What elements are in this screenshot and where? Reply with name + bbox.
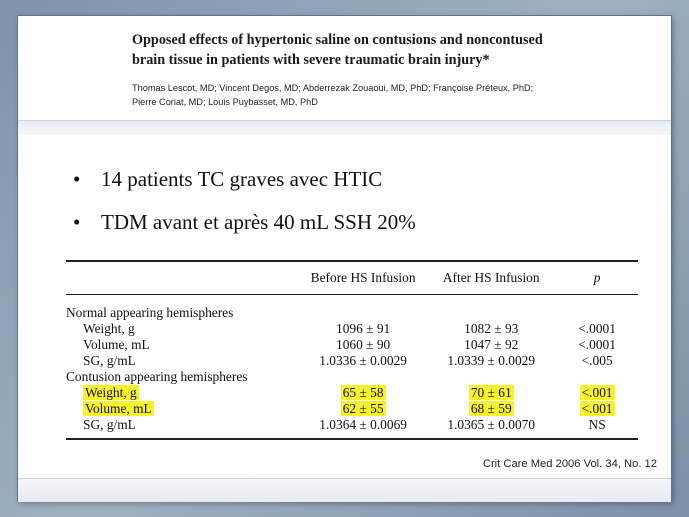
- table-row: [66, 295, 638, 322]
- authors-line-2: Pierre Coriat, MD; Louis Puybasset, MD, PhD: [132, 96, 318, 107]
- row-after: 68 ± 59: [470, 401, 512, 416]
- row-before: [300, 369, 426, 385]
- row-label: SG, g/mL: [66, 417, 300, 439]
- table-row: [66, 369, 638, 385]
- row-after: 70 ± 61: [470, 385, 512, 400]
- row-before: 1.0364 ± 0.0069: [300, 417, 426, 439]
- row-before: 1096 ± 91: [336, 321, 391, 336]
- bullet-item: [73, 207, 416, 250]
- journal-citation: Crit Care Med 2006 Vol. 34, No. 12: [482, 458, 657, 470]
- header-after: After HS Infusion: [426, 261, 556, 295]
- table-row-highlighted: [66, 385, 638, 401]
- bullet-symbol: •: [73, 210, 81, 234]
- bullet-symbol: •: [73, 167, 81, 191]
- row-p: [556, 369, 638, 385]
- row-p: <.001: [581, 401, 613, 416]
- row-p: NS: [556, 417, 638, 439]
- row-label: Volume, mL: [83, 337, 150, 352]
- row-label: Weight, g: [85, 385, 137, 400]
- row-label: Volume, mL: [85, 401, 152, 416]
- row-before: [300, 295, 426, 322]
- header-label: [66, 261, 300, 295]
- row-before: 65 ± 58: [342, 385, 384, 400]
- bullet-item: [73, 164, 416, 207]
- paper-authors: [132, 82, 632, 109]
- row-before: 62 ± 55: [342, 401, 384, 416]
- row-p: <.001: [581, 385, 613, 400]
- row-after: [426, 295, 556, 322]
- table-row-highlighted: [66, 401, 638, 417]
- bullet-list: [73, 164, 416, 250]
- paper-title-line-1: Opposed effects of hypertonic saline on contusions and noncontused: [132, 32, 543, 48]
- row-after: 1.0365 ± 0.0070: [426, 417, 556, 439]
- table-row: [66, 353, 638, 369]
- row-after: 1047 ± 92: [464, 337, 519, 352]
- paper-title: [132, 30, 582, 70]
- header-divider: [18, 120, 671, 135]
- row-label: Normal appearing hemispheres: [66, 305, 234, 320]
- row-before: 1060 ± 90: [336, 337, 391, 352]
- row-p: <.0001: [578, 337, 616, 352]
- row-p: [556, 295, 638, 322]
- paper-title-line-2: brain tissue in patients with severe traumatic brain injury*: [132, 52, 490, 68]
- paper-header: [18, 16, 671, 119]
- row-after: [426, 369, 556, 385]
- slide: [18, 16, 671, 501]
- row-after: 1082 ± 93: [464, 321, 519, 336]
- table-row: [66, 417, 638, 439]
- authors-line-1: Thomas Lescot, MD; Vincent Degos, MD; Abderrezak Zouaoui, MD, PhD; Françoise Préteux, PhD;: [132, 83, 534, 93]
- row-label: Contusion appearing hemispheres: [66, 369, 248, 384]
- footer-band: [18, 478, 671, 502]
- bullet-text: TDM avant et après 40 mL SSH 20%: [101, 210, 416, 234]
- row-after: 1.0339 ± 0.0029: [447, 353, 536, 368]
- table-row: [66, 337, 638, 353]
- row-before: 1.0336 ± 0.0029: [319, 353, 407, 368]
- row-p: <.005: [581, 353, 613, 368]
- table-row: [66, 321, 638, 337]
- row-label: SG, g/mL: [83, 353, 136, 368]
- row-p: <.0001: [578, 321, 616, 336]
- table-header-row: [66, 261, 638, 295]
- bullet-text: 14 patients TC graves avec HTIC: [101, 167, 383, 191]
- results-table: [66, 260, 638, 440]
- header-before: Before HS Infusion: [300, 261, 426, 295]
- row-label: Weight, g: [83, 321, 135, 336]
- header-p: p: [556, 261, 638, 295]
